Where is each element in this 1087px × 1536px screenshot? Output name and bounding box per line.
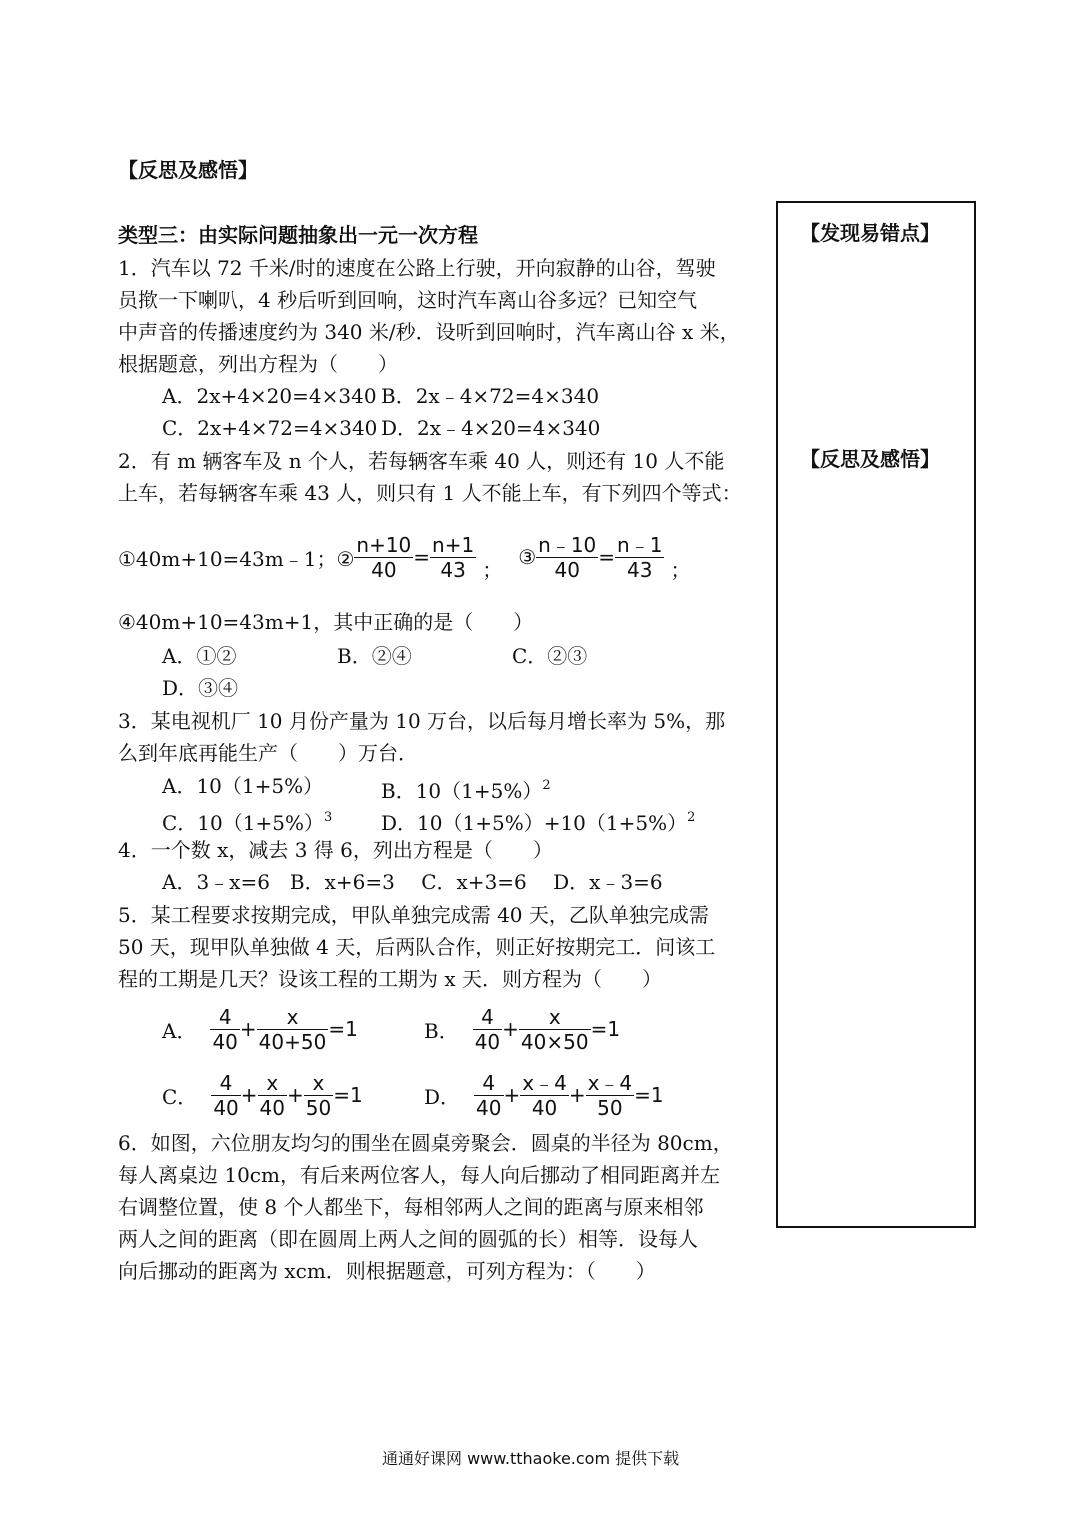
q1-option-a: A．2x+4×20=4×340 (162, 384, 377, 408)
q5-option-d-label: D． (424, 1084, 461, 1109)
q2-fraction-4 (615, 533, 664, 582)
q1-line-4: 根据题意，列出方程为（ ） (118, 352, 398, 376)
q5-c-plus-2: + (286, 1083, 304, 1107)
q5-b-fraction-2 (519, 1005, 591, 1054)
q2-option-a: A．①② (162, 644, 237, 668)
q5-d-f1-den: 40 (476, 1095, 502, 1120)
q5-c-fraction-3 (304, 1071, 333, 1120)
q3-line-2: 么到年底再能生产（ ）万台． (118, 741, 418, 765)
q3-option-c-text: C．10（1+5%） (162, 811, 324, 835)
q2-equal-sign-1: = (413, 545, 431, 569)
q6-line-4: 两人之间的距离（即在圆周上两人之间的圆弧的长）相等．设每人 (118, 1227, 698, 1251)
q3-line-1: 3．某电视机厂 10 月份产量为 10 万台，以后每月增长率为 5%，那 (118, 709, 726, 733)
q6-line-5: 向后挪动的距离为 xcm．则根据题意，可列方程为：（ ） (118, 1259, 656, 1283)
q3-option-b-exponent: 2 (542, 778, 551, 793)
q5-b-f1-num: 4 (473, 1005, 502, 1030)
q5-line-2: 50 天，现甲队单独做 4 天，后两队合作，则正好按期完工．问该工 (118, 935, 716, 959)
q5-line-1: 5．某工程要求按期完成，甲队单独完成需 40 天，乙队单独完成需 (118, 903, 709, 927)
q5-option-a-label: A． (162, 1018, 197, 1043)
q5-d-f2-num: x﹣4 (522, 1070, 567, 1095)
q2-fraction-4-den: 43 (627, 557, 653, 582)
q5-b-f2-den: 40×50 (520, 1029, 589, 1054)
q2-equal-sign-2: = (598, 545, 616, 569)
q5-d-fraction-3 (586, 1071, 635, 1120)
q2-fraction-2-den: 43 (440, 557, 466, 582)
top-heading: 【反思及感悟】 (118, 158, 258, 182)
q5-c-f3-den: 50 (305, 1095, 332, 1120)
q5-d-f1-num: 4 (474, 1071, 503, 1096)
q5-c-equals-one: =1 (333, 1083, 363, 1107)
q2-fraction-1 (354, 533, 413, 582)
q5-c-fraction-2 (258, 1071, 287, 1120)
q5-option-b-label: B． (424, 1018, 459, 1043)
q2-fraction-2 (430, 533, 476, 582)
q5-a-f1-num: 4 (210, 1005, 239, 1030)
q4-line: 4．一个数 x，减去 3 得 6，列出方程是（ ） (118, 838, 553, 862)
q5-option-c-label: C． (162, 1084, 198, 1109)
q5-c-f2-num: x (258, 1071, 287, 1096)
q2-separator-1: ； (482, 557, 503, 582)
q1-option-c: C．2x+4×72=4×340 (162, 416, 378, 440)
q5-b-fraction-1 (473, 1005, 502, 1054)
q5-option-d (424, 1066, 664, 1124)
q5-option-b (424, 1000, 620, 1058)
q5-d-plus-2: + (568, 1083, 586, 1107)
q2-separator-2: ； (670, 557, 691, 582)
q3-option-a: A．10（1+5%） (162, 774, 324, 798)
q2-fraction-2-num: n+1 (432, 532, 475, 557)
q5-a-fraction-2 (257, 1005, 329, 1054)
q2-line-4: ④40m+10=43m+1，其中正确的是（ ） (118, 610, 534, 634)
q5-d-f3-den: 50 (597, 1095, 623, 1120)
q1-line-2: 员揿一下喇叭，4 秒后听到回响，这时汽车离山谷多远？已知空气 (118, 288, 698, 312)
q2-option-d: D．③④ (162, 676, 239, 700)
q5-line-3: 程的工期是几天？设该工程的工期为 x 天．则方程为（ ） (118, 967, 662, 991)
q5-a-fraction-1 (210, 1005, 239, 1054)
q5-b-plus: + (502, 1017, 519, 1041)
q5-d-equals-one: =1 (634, 1083, 664, 1107)
q5-b-f1-den: 40 (474, 1029, 501, 1054)
q2-fraction-3-den: 40 (554, 557, 580, 582)
q6-line-2: 每人离桌边 10cm，有后来两位客人，每人向后挪动了相同距离并左 (118, 1163, 720, 1187)
q5-c-f2-den: 40 (259, 1095, 285, 1120)
q4-options: A．3﹣x=6 B．x+6=3 C．x+3=6 D．x﹣3=6 (162, 870, 663, 894)
q2-eq3: ③ (518, 545, 537, 569)
q5-a-equals-one: =1 (328, 1017, 358, 1041)
q1-option-d: D．2x﹣4×20=4×340 (381, 416, 601, 440)
q5-c-f1-num: 4 (211, 1071, 240, 1096)
q2-fraction-4-num: n﹣1 (617, 532, 663, 557)
q2-fraction-1-num: n+10 (356, 532, 412, 557)
sidebar-heading-errors: 【发现易错点】 (800, 221, 940, 245)
q5-d-fraction-2 (520, 1071, 569, 1120)
q6-line-1: 6．如图，六位朋友均匀的围坐在圆桌旁聚会．圆桌的半径为 80cm， (118, 1131, 733, 1155)
q2-option-b: B．②④ (337, 644, 412, 668)
q1-line-1: 1．汽车以 72 千米/时的速度在公路上行驶，开向寂静的山谷，驾驶 (118, 256, 716, 280)
footer-text: 通通好课网 www.tthaoke.com 提供下载 (382, 1449, 680, 1468)
q3-option-d-exponent: 2 (687, 810, 696, 825)
q1-option-b: B．2x﹣4×72=4×340 (381, 384, 600, 408)
q2-fraction-3-num: n﹣10 (538, 532, 597, 557)
q5-d-fraction-1 (474, 1071, 503, 1120)
q2-option-c: C．②③ (512, 644, 588, 668)
q5-a-f1-den: 40 (212, 1029, 238, 1054)
q3-option-c-exponent: 3 (323, 810, 333, 825)
q5-d-f3-num: x﹣4 (587, 1070, 633, 1095)
q2-eq1: ①40m+10=43m﹣1；② (118, 546, 355, 571)
q5-a-plus: + (239, 1017, 257, 1041)
q2-line-1: 2．有 m 辆客车及 n 个人，若每辆客车乘 40 人，则还有 10 人不能 (118, 449, 725, 473)
section-title: 类型三：由实际问题抽象出一元一次方程 (118, 223, 478, 247)
q1-line-3: 中声音的传播速度约为 340 米/秒．设听到回响时，汽车离山谷 x 米， (118, 320, 740, 344)
q2-equation-line (118, 527, 690, 587)
sidebar-box (776, 201, 976, 1228)
q3-option-d-text: D．10（1+5%）+10（1+5%） (381, 811, 688, 835)
q3-option-b-text: B．10（1+5%） (381, 779, 543, 803)
q5-c-fraction-1 (211, 1071, 240, 1120)
q5-b-f2-num: x (519, 1005, 591, 1030)
q5-d-f2-den: 40 (531, 1095, 558, 1120)
q5-c-f3-num: x (304, 1071, 333, 1096)
q5-a-f2-den: 40+50 (258, 1029, 327, 1054)
q5-d-plus-1: + (503, 1083, 521, 1107)
q2-fraction-1-den: 40 (371, 557, 397, 582)
q5-b-equals-one: =1 (590, 1017, 621, 1041)
q6-line-3: 右调整位置，使 8 个人都坐下，每相邻两人之间的距离与原来相邻 (118, 1195, 704, 1219)
sidebar-heading-reflection: 【反思及感悟】 (800, 447, 940, 471)
q5-option-c (162, 1066, 363, 1124)
q2-fraction-3 (536, 533, 598, 582)
q5-c-f1-den: 40 (213, 1095, 239, 1120)
q2-line-2: 上车，若每辆客车乘 43 人，则只有 1 人不能上车，有下列四个等式： (118, 481, 742, 505)
q5-option-a (162, 1000, 358, 1058)
q5-c-plus-1: + (240, 1083, 258, 1107)
q5-a-f2-num: x (257, 1005, 329, 1030)
